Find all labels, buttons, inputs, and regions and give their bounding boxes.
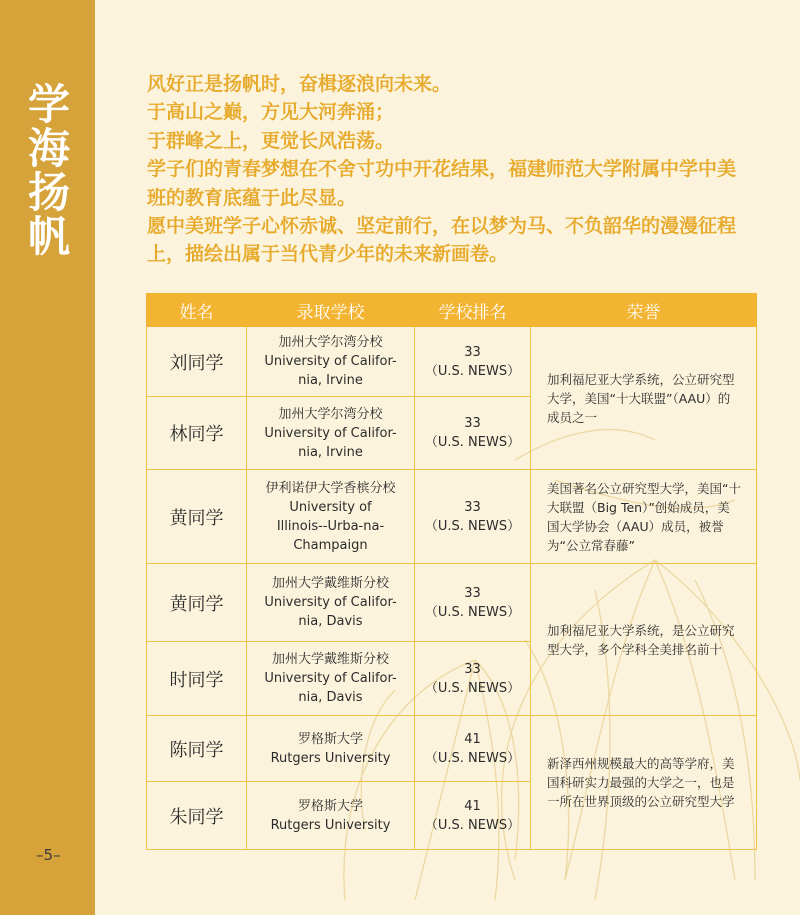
admission-table [146, 293, 757, 850]
table-row [147, 716, 757, 782]
school-cell [247, 716, 415, 782]
rank-source: （U.S. NEWS） [424, 604, 521, 620]
table-header-row [147, 294, 757, 327]
honor-cell: 加利福尼亚大学系统，是公立研究型大学，多个学科全美排名前十 [531, 564, 757, 716]
school-en: University of Califor-nia, Irvine [264, 425, 397, 460]
section-title: 学海扬帆 [22, 82, 71, 258]
rank-value: 33 [464, 499, 481, 515]
school-cn: 加州大学戴维斯分校 [271, 576, 389, 591]
table-row [147, 470, 757, 564]
rank-cell [415, 397, 531, 470]
rank-value: 33 [464, 585, 481, 601]
school-cell [247, 564, 415, 642]
rank-source: （U.S. NEWS） [424, 363, 521, 379]
rank-source: （U.S. NEWS） [424, 435, 521, 450]
school-cell [247, 782, 415, 850]
rank-value: 33 [464, 344, 481, 360]
rank-value: 41 [464, 798, 481, 814]
intro-line: 于群峰之上，更觉长风浩荡。 [147, 129, 395, 152]
intro-text [147, 70, 747, 269]
rank-source: （U.S. NEWS） [424, 817, 521, 833]
rank-cell [415, 327, 531, 397]
rank-value: 33 [464, 416, 481, 431]
school-en: Rutgers University [270, 750, 391, 766]
school-en: University of Califor-nia, Davis [264, 671, 397, 705]
intro-line: 愿中美班学子心怀赤诚、坚定前行，在以梦为马、不负韶华的漫漫征程上，描绘出属于当代青少年的未来新画卷。 [147, 215, 737, 266]
table-row [147, 327, 757, 397]
rank-source: （U.S. NEWS） [424, 750, 521, 766]
school-cn: 伊利诺伊大学香槟分校 [265, 480, 396, 496]
header-school: 录取学校 [247, 294, 415, 327]
rank-source: （U.S. NEWS） [424, 518, 521, 534]
rank-cell [415, 782, 531, 850]
school-cell [247, 642, 415, 716]
honor-cell: 新泽西州规模最大的高等学府，美国科研实力最强的大学之一，也是一所在世界顶级的公立研究型大学 [531, 716, 757, 850]
student-name: 朱同学 [147, 782, 247, 850]
honor-cell: 美国著名公立研究型大学，美国“十大联盟（Big Ten）”创始成员，美国大学协会（AAU）成员，被誉为“公立常春藤” [531, 470, 757, 564]
school-en: University of Illinois--Urba-na-Champaign [276, 499, 385, 553]
school-cn: 罗格斯大学 [297, 731, 363, 747]
sidebar [0, 0, 95, 915]
school-cn: 加州大学戴维斯分校 [271, 652, 389, 667]
page-number: –5– [36, 846, 61, 864]
school-en: Rutgers University [270, 817, 391, 833]
rank-cell [415, 470, 531, 564]
header-honor: 荣誉 [531, 294, 757, 327]
school-en: University of Califor-nia, Irvine [264, 354, 397, 388]
rank-source: （U.S. NEWS） [424, 680, 521, 696]
student-name: 陈同学 [147, 716, 247, 782]
student-name: 时同学 [147, 642, 247, 716]
intro-line: 风好正是扬帆时，奋楫逐浪向未来。 [147, 73, 452, 95]
student-name: 林同学 [147, 397, 247, 470]
student-name: 黄同学 [147, 470, 247, 564]
school-cn: 罗格斯大学 [297, 798, 363, 814]
rank-cell [415, 642, 531, 716]
rank-value: 41 [464, 731, 481, 747]
school-cell [247, 397, 415, 470]
school-cell [247, 327, 415, 397]
rank-cell [415, 716, 531, 782]
honor-cell: 加利福尼亚大学系统，公立研究型大学，美国“十大联盟”（AAU）的成员之一 [531, 327, 757, 470]
school-cn: 加州大学尔湾分校 [278, 335, 383, 350]
rank-value: 33 [464, 661, 481, 677]
school-cn: 加州大学尔湾分校 [278, 406, 383, 422]
student-name: 刘同学 [147, 327, 247, 397]
header-name: 姓名 [147, 294, 247, 327]
intro-line: 于高山之巅，方见大河奔涌； [147, 101, 395, 124]
header-rank: 学校排名 [415, 294, 531, 327]
intro-line: 学子们的青春梦想在不舍寸功中开花结果，福建师范大学附属中学中美班的教育底蕴于此尽显。 [147, 158, 737, 209]
school-en: University of Califor-nia, Davis [264, 595, 397, 629]
student-name: 黄同学 [147, 564, 247, 642]
school-cell [247, 470, 415, 564]
rank-cell [415, 564, 531, 642]
table-row [147, 564, 757, 642]
